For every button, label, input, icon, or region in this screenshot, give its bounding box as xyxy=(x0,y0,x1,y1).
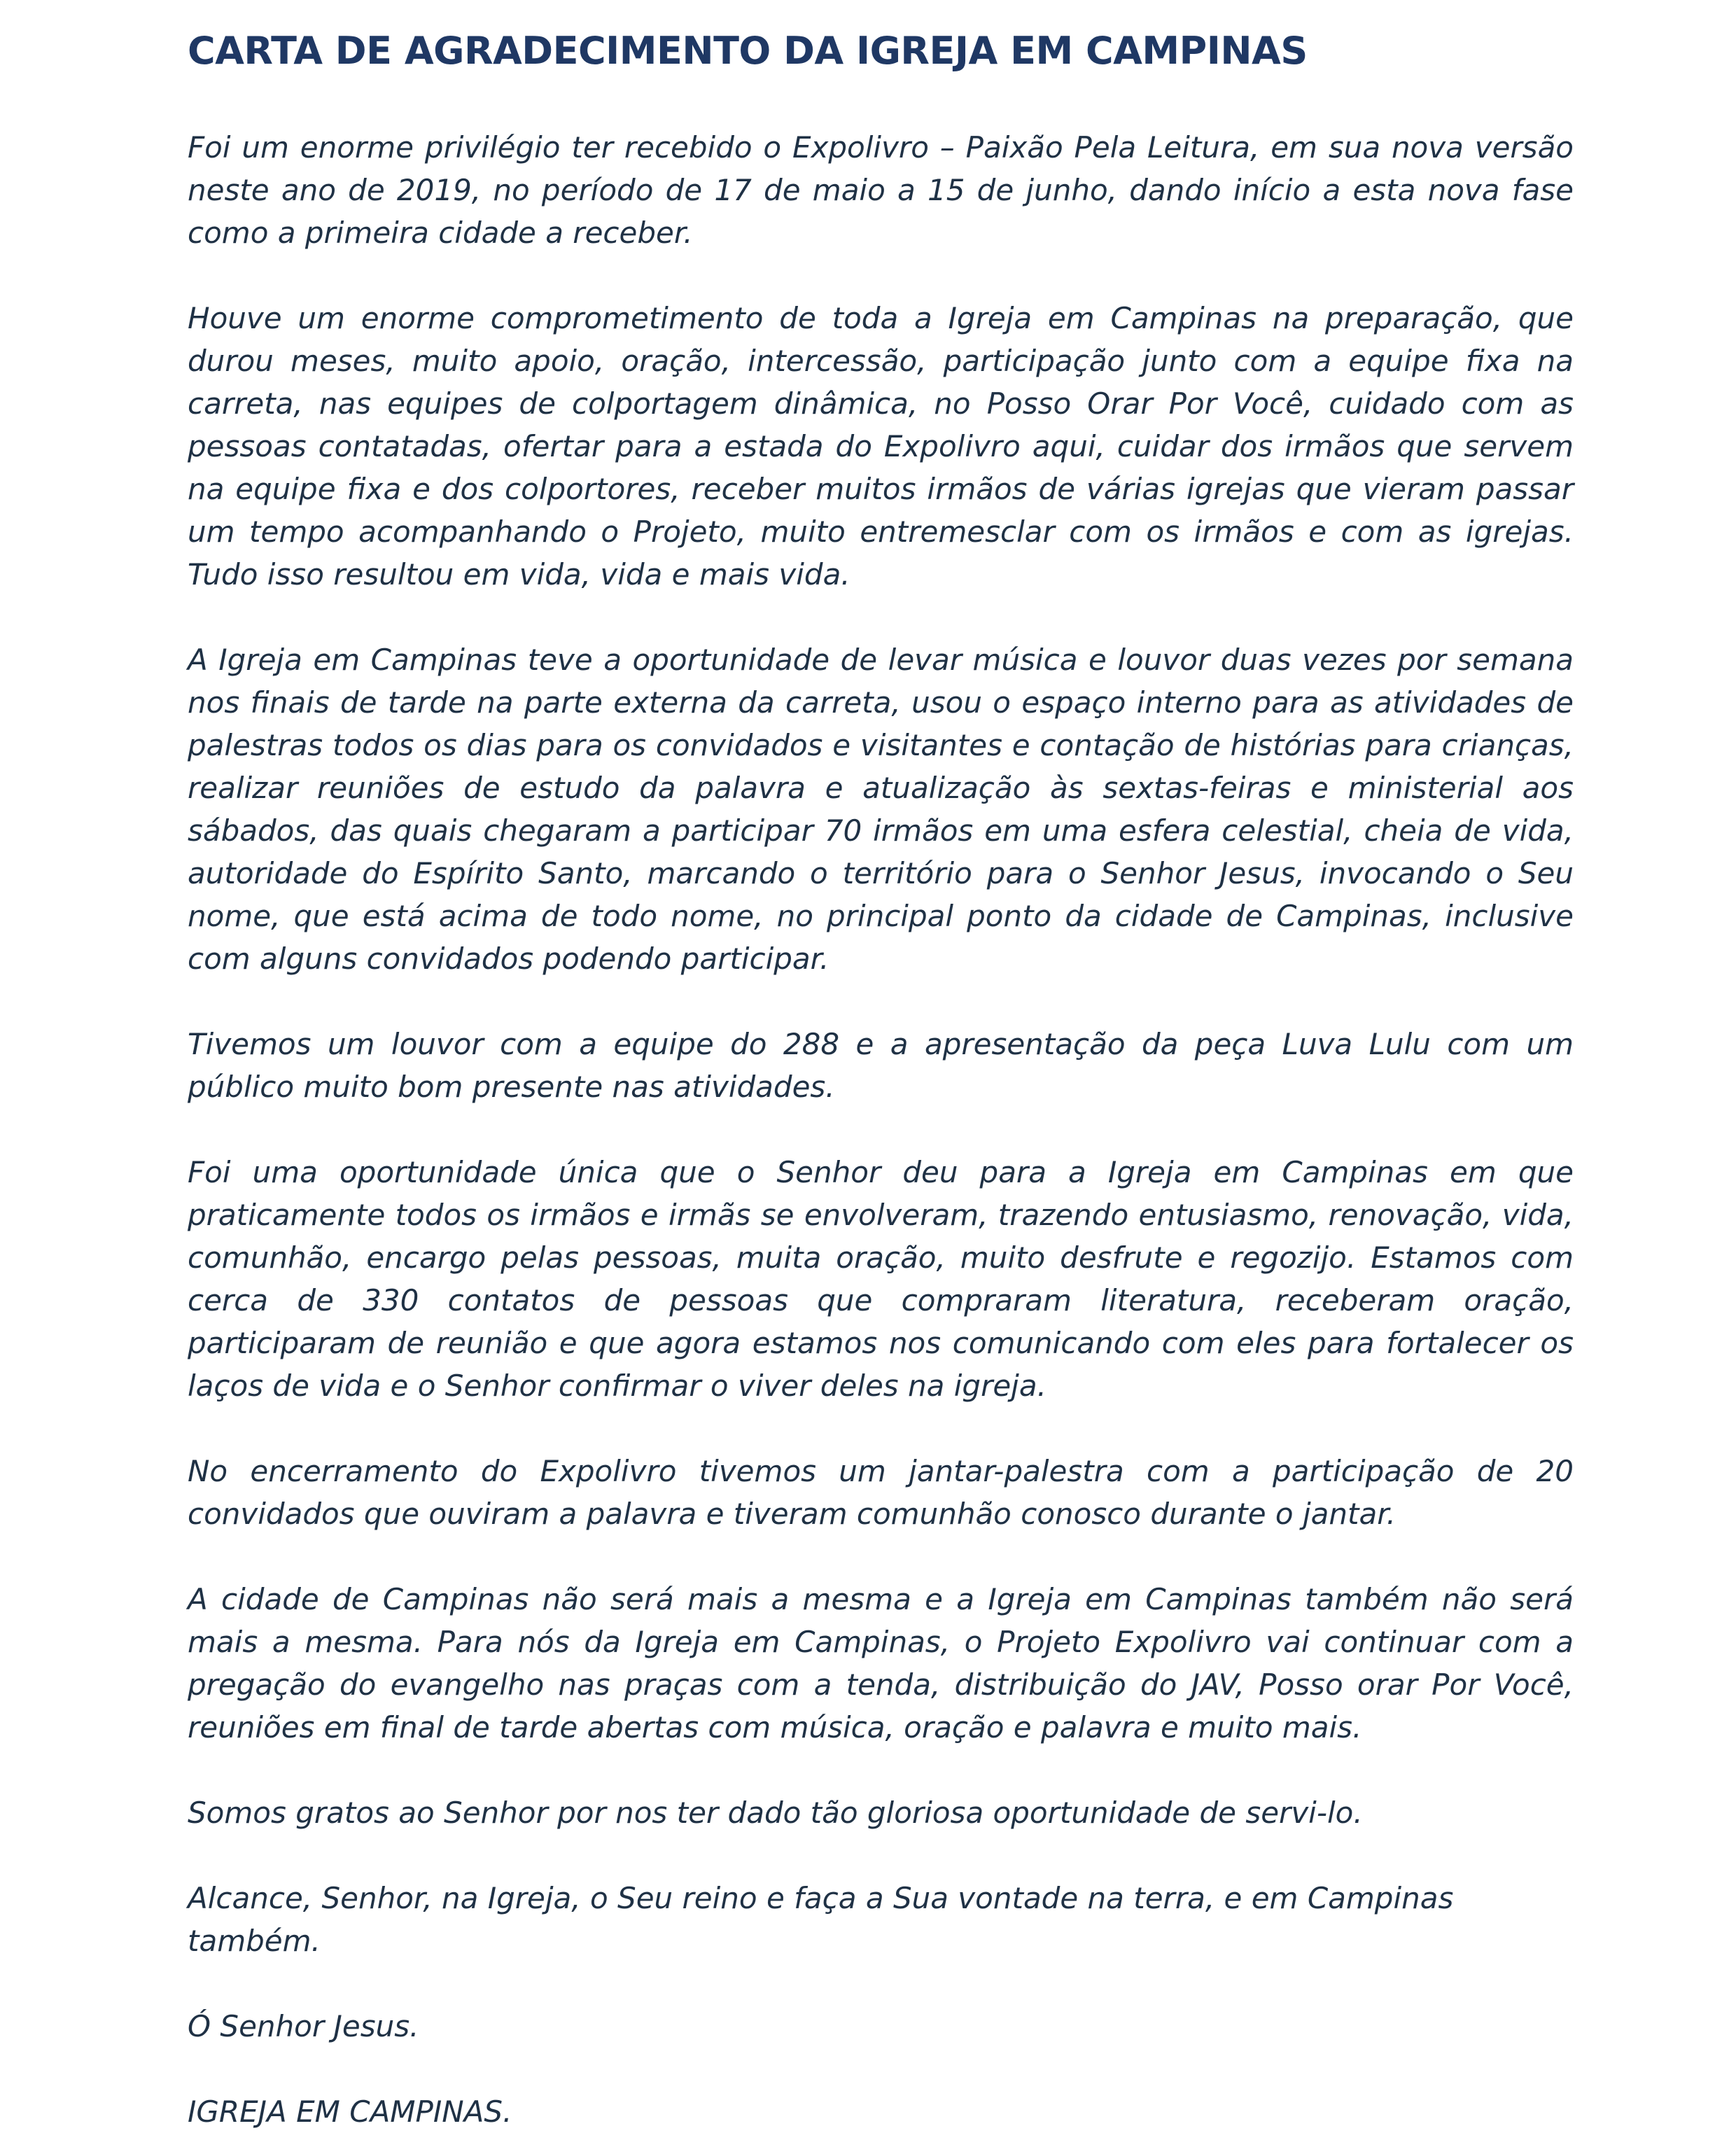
paragraph-4: Tivemos um louvor com a equipe do 288 e a apresentação da peça Luva Lulu com um público muito bom presente nas atividades. xyxy=(188,1027,1574,1104)
paragraph-6: No encerramento do Expolivro tivemos um jantar-palestra com a participação de 20 convidados que ouviram a palavra e tiveram comunhão conosco durante o jantar. xyxy=(188,1454,1574,1531)
paragraph-9: Alcance, Senhor, na Igreja, o Seu reino e faça a Sua vontade na terra, e em Campinas também. xyxy=(188,1881,1454,1958)
paragraph-10: Ó Senhor Jesus. xyxy=(188,2009,419,2043)
paragraph-3: A Igreja em Campinas teve a oportunidade de levar música e louvor duas vezes por semana nos finais de tarde na parte externa da carreta, usou o espaço interno para as atividades de palestras todos os dias para os convidados e visitantes e contação de histórias para crianças, realizar reuniões de estudo da palavra e atualização às sextas-feiras e ministerial aos sábados, das quais chegaram a participar 70 irmãos em uma esfera celestial, cheia de vida, autoridade do Espírito Santo, marcando o território para o Senhor Jesus, invocando o Seu nome, que está acima de todo nome, no principal ponto da cidade de Campinas, inclusive com alguns convidados podendo participar. xyxy=(188,643,1574,976)
letter-page xyxy=(188,21,1574,2133)
paragraph-2: Houve um enorme comprometimento de toda a Igreja em Campinas na preparação, que durou meses, muito apoio, oração, intercessão, participação junto com a equipe fixa na carreta, nas equipes de colportagem dinâmica, no Posso Orar Por Você, cuidado com as pessoas contatadas, ofertar para a estada do Expolivro aqui, cuidar dos irmãos que servem na equipe fixa e dos colportores, receber muitos irmãos de várias igrejas que vieram passar um tempo acompanhando o Projeto, muito entremesclar com os irmãos e com as igrejas. Tudo isso resultou em vida, vida e mais vida. xyxy=(188,301,1574,592)
paragraph-1: Foi um enorme privilégio ter recebido o Expolivro – Paixão Pela Leitura, em sua nova versão neste ano de 2019, no período de 17 de maio a 15 de junho, dando início a esta nova fase como a primeira cidade a receber. xyxy=(188,130,1574,250)
paragraph-7: A cidade de Campinas não será mais a mesma e a Igreja em Campinas também não será mais a mesma. Para nós da Igreja em Campinas, o Projeto Expolivro vai continuar com a pregação do evangelho nas praças com a tenda, distribuição do JAV, Posso orar Por Você, reuniões em final de tarde abertas com música, oração e palavra e muito mais. xyxy=(188,1582,1574,1744)
paragraph-8: Somos gratos ao Senhor por nos ter dado tão gloriosa oportunidade de servi-lo. xyxy=(188,1796,1363,1830)
letter-signature: IGREJA EM CAMPINAS. xyxy=(188,2094,512,2129)
paragraph-5: Foi uma oportunidade única que o Senhor deu para a Igreja em Campinas em que praticamente todos os irmãos e irmãs se envolveram, trazendo entusiasmo, renovação, vida, comunhão, encargo pelas pessoas, muita oração, muito desfrute e regozijo. Estamos com cerca de 330 contatos de pessoas que compraram literatura, receberam oração, participaram de reunião e que agora estamos nos comunicando com eles para fortalecer os laços de vida e o Senhor confirmar o viver deles na igreja. xyxy=(188,1155,1574,1403)
letter-title: CARTA DE AGRADECIMENTO DA IGREJA EM CAMPINAS xyxy=(188,29,1308,73)
